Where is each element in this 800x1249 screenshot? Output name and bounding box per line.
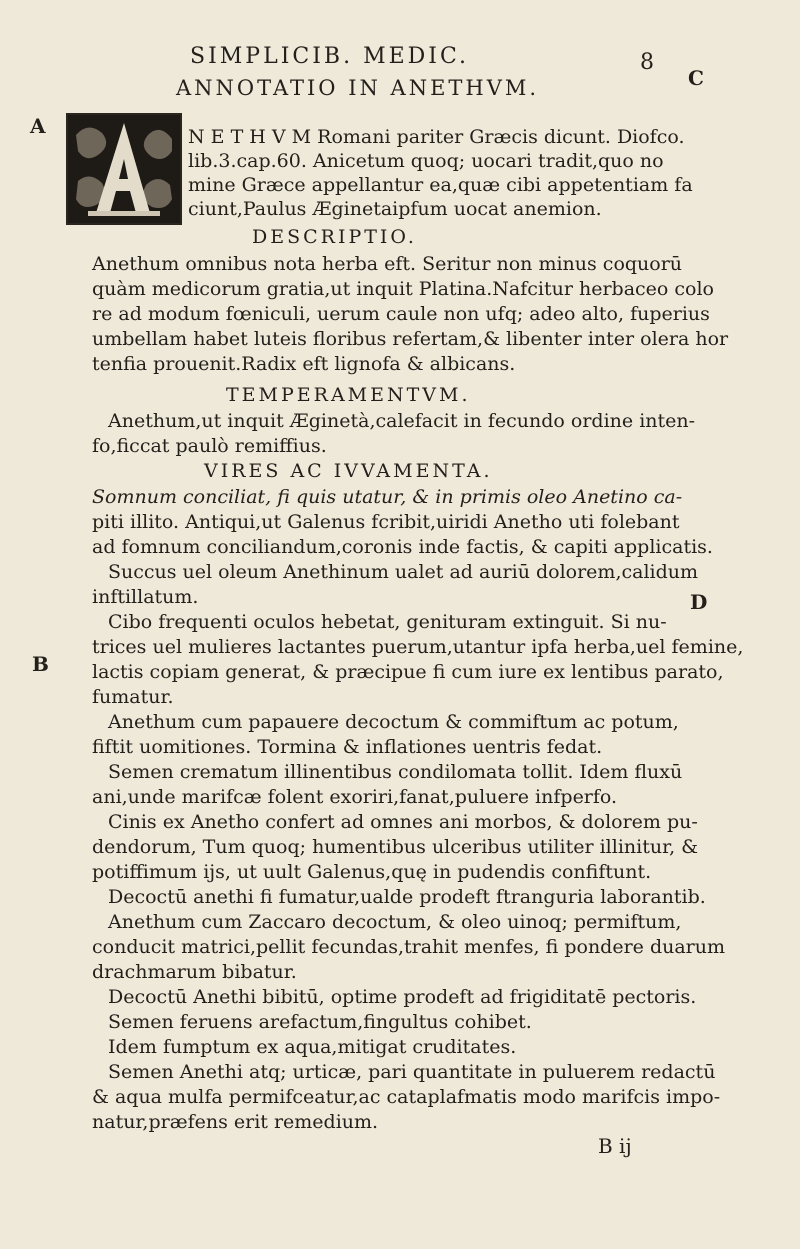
text-line: Semen Anethi atq; urticæ, pari quantitate in puluerem redactū bbox=[108, 1061, 716, 1083]
text-line: umbellam habet luteis floribus refertam,& libenter inter olera hor bbox=[92, 328, 729, 350]
text-line: dendorum, Tum quoq; humentibus ulceribus utiliter illinitur, & bbox=[92, 836, 699, 858]
text-line: conducit matrici,pellit fecundas,trahit menfes, fi pondere duarum bbox=[92, 936, 726, 958]
text-line: Anethum,ut inquit Æginetà,calefacit in fecundo ordine inten- bbox=[108, 410, 696, 432]
text-line: & aqua mulfa permifceatur,ac cataplafmatis modo marifcis impo- bbox=[92, 1086, 721, 1108]
intro-line-4: ciunt,Paulus Æginetaipfum uocat anemion. bbox=[188, 198, 602, 220]
text-line: quàm medicorum gratia,ut inquit Platina.Nafcitur herbaceo colo bbox=[92, 278, 714, 300]
text-line: piti illito. Antiqui,ut Galenus fcribit,uiridi Anetho uti folebant bbox=[92, 511, 680, 533]
text-line: ad fomnum conciliandum,coronis inde factis, & capiti applicatis. bbox=[92, 536, 713, 558]
decorated-initial-icon bbox=[66, 113, 182, 225]
folio-number: 8 bbox=[640, 50, 654, 75]
text-line: Decoctū Anethi bibitū, optime prodeft ad frigiditatē pectoris. bbox=[108, 986, 697, 1008]
text-line: lactis copiam generat, & præcipue fi cum iure ex lentibus parato, bbox=[92, 661, 724, 683]
text-line: Cibo frequenti oculos hebetat, genituram extinguit. Si nu- bbox=[108, 611, 667, 633]
heading-descriptio: DESCRIPTIO. bbox=[252, 226, 417, 248]
margin-letter-d: D bbox=[690, 590, 708, 614]
running-title: SIMPLICIB. MEDIC. bbox=[190, 44, 470, 69]
text-line: Anethum cum Zaccaro decoctum, & oleo uinoq; permiftum, bbox=[108, 911, 682, 933]
intro-line-1: N E T H V M Romani pariter Græcis dicunt. Diofco. bbox=[188, 126, 685, 148]
catchword: B ij bbox=[598, 1134, 632, 1158]
text-line: Succus uel oleum Anethinum ualet ad auriū dolorem,calidum bbox=[108, 561, 699, 583]
text-line: trices uel mulieres lactantes puerum,utantur ipfa herba,uel femine, bbox=[92, 636, 744, 658]
decorated-initial-A-icon bbox=[68, 115, 180, 223]
text-line: fumatur. bbox=[92, 686, 174, 708]
text-line: re ad modum fœniculi, uerum caule non ufq; adeo alto, fuperius bbox=[92, 303, 710, 325]
intro-line-3: mine Græce appellantur ea,quæ cibi appetentiam fa bbox=[188, 174, 693, 196]
text-line: drachmarum bibatur. bbox=[92, 961, 297, 983]
text-line: ani,unde marifcæ folent exoriri,fanat,puluere infperfo. bbox=[92, 786, 618, 808]
text-line: inftillatum. bbox=[92, 586, 199, 608]
text-line: Somnum conciliat, fi quis utatur, & in primis oleo Anetino ca- bbox=[92, 486, 683, 508]
text-line: potiffimum ijs, ut uult Galenus,quę in pudendis confiftunt. bbox=[92, 861, 652, 883]
text-line: Anethum cum papauere decoctum & commiftum ac potum, bbox=[108, 711, 679, 733]
text-line: natur,præfens erit remedium. bbox=[92, 1111, 379, 1133]
text-line: Decoctū anethi fi fumatur,ualde prodeft ftranguria laborantib. bbox=[108, 886, 706, 908]
text-line: tenfia prouenit.Radix eft lignofa & albicans. bbox=[92, 353, 516, 375]
margin-letter-b: B bbox=[32, 652, 49, 676]
text-line: Semen feruens arefactum,fingultus cohibet. bbox=[108, 1011, 532, 1033]
intro-line-2: lib.3.cap.60. Anicetum quoq; uocari tradit,quo no bbox=[188, 150, 664, 172]
text-line: fo,ficcat paulò remiffius. bbox=[92, 435, 327, 457]
text-line: Semen crematum illinentibus condilomata tollit. Idem fluxū bbox=[108, 761, 683, 783]
text-line: Cinis ex Anetho confert ad omnes ani morbos, & dolorem pu- bbox=[108, 811, 698, 833]
section-title: ANNOTATIO IN ANETHVM. bbox=[176, 76, 540, 100]
margin-letter-a: A bbox=[30, 114, 46, 138]
heading-vires: VIRES AC IVVAMENTA. bbox=[204, 460, 493, 482]
text-line: Anethum omnibus nota herba eft. Seritur non minus coquorū bbox=[92, 253, 683, 275]
heading-temperamentum: TEMPERAMENTVM. bbox=[226, 384, 471, 406]
margin-letter-c: C bbox=[688, 66, 704, 90]
text-line: fiftit uomitiones. Tormina & inflationes uentris fedat. bbox=[92, 736, 603, 758]
text-line: Idem fumptum ex aqua,mitigat cruditates. bbox=[108, 1036, 517, 1058]
